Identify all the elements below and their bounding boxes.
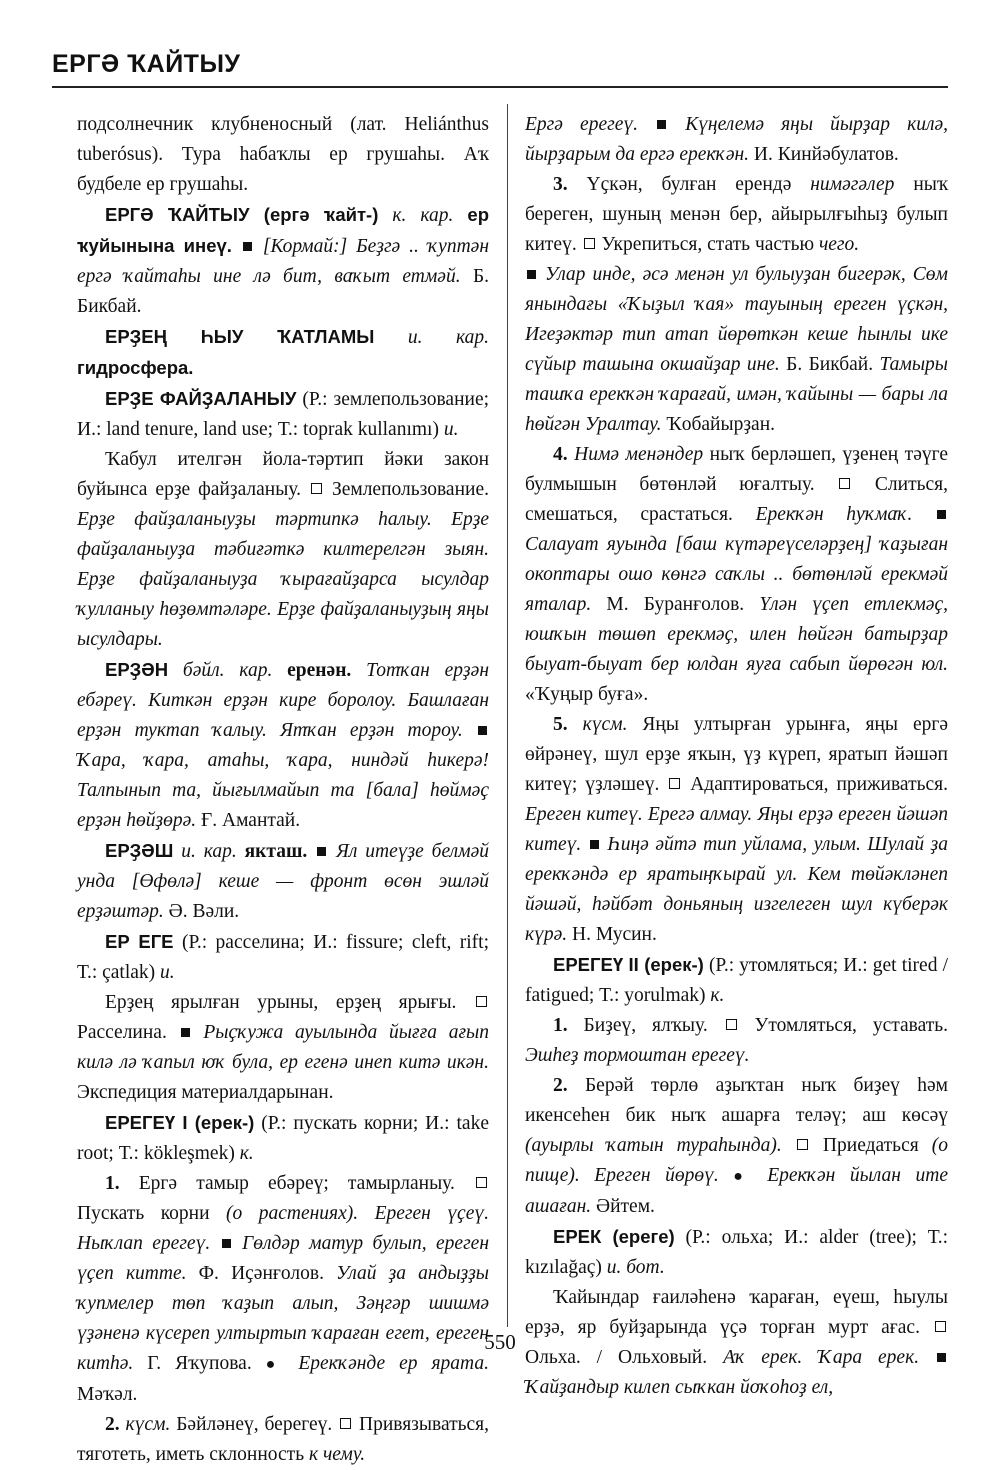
entry-erek: ЕРЕК (ереге) (Р.: ольха; И.: alder (tree); Т.: kızılağaç) и. бот. [525, 1226, 948, 1278]
entry-erdaash: ЕРҘӘШ и. кар. якташ. Ял итеүҙе белмәй унда [Өфөлә] кеше — фронт өсөн эшләй ерҙәштәр. Ә. Вәли. [77, 840, 490, 922]
entry-er-ege: ЕР ЕГЕ (Р.: расселина; И.: fissure; cleft, rift; Т.: çatlak) и. [77, 931, 490, 983]
headword: ЕРГӘ ҠАЙТЫУ (ергә ҡайт-) [105, 204, 379, 225]
headword: ЕРҘЕ ФАЙҘАЛАНЫУ [105, 388, 297, 409]
sense-4: 4. Нимә менәндер ныҡ берләшеп, үҙенең тәүге булмышын бөтөнләй юғалтыу. Слиться, смешаться, срастаться. Ерекҡән һуҡмаҡ. Салауат яуында [баш күтәреүселәрҙең] ҡаҙыған окоптары ошо көнгә саҡлы .. бөтөнләй ерекмәй яталар. М. Буранғолов. Үлән үҫеп етлекмәҫ, юшҡын төшөп ерекмәҫ, илен һөйгән батырҙар быуат-быуат бер юлдан яуға сабып йөрөгән юл. «Ҡуңыр буға». [525, 444, 949, 705]
entry-definition: Ҡайындар ғаиләһенә ҡараған, еүеш, һыулы ерҙә, яр буйҙарында үҫә торған мурт ағас. Ольха. / Ольховый. Аҡ ерек. Ҡара ерек. Ҡайҙандыр килеп сыҡкан йоҡоһоҙ ел, [525, 1287, 948, 1398]
sense-2: 2. күсм. Бәйләнеү, берегеү. Привязываться, тяготеть, иметь склонность к чему. [77, 1414, 490, 1465]
page-number: 550 [484, 1330, 516, 1354]
headword: ЕРҘЕҢ ҺЫУ ҠАТЛАМЫ [105, 326, 375, 347]
example-marker-icon [222, 1239, 231, 1248]
translation-marker-icon [476, 996, 487, 1007]
translation-marker-icon [584, 238, 595, 249]
entry-ergaa-kaityu: ЕРГӘ ҠАЙТЫУ (ергә ҡайт-) к. кар. ер ҡуйынына инеү. [Кормай:] Беҙгә .. ҡуптән ергә ҡайтаһы ине лә бит, ваҡыт етмәй. Б. Бикбай. [77, 204, 490, 317]
sense-2: 2. Берәй төрлө аҙыҡтан ныҡ биҙеү һәм икенсеһен бик ныҡ ашарға теләү; аш көсәү (ауырлы ҡатын тураһында). Приедаться (о пище). Ереген йөрөү. ● Ерекҡән йылан ите ашаған. Әйтем. [525, 1075, 949, 1217]
translation-marker-icon [839, 478, 850, 489]
sense-3: 3. Үҫкән, булған ерендә нимәгәлер ныҡ береген, шуның менән бер, айырылғыһыҙ булып китеү. Укрепиться, стать частью чего. [525, 174, 949, 255]
right-column [525, 110, 948, 1403]
headword: ЕРЕК (ереге) [553, 1226, 675, 1247]
example-marker-icon [317, 847, 326, 856]
headword: ЕРЕГЕҮ II (ерек-) [553, 954, 704, 975]
proverb-marker-icon: ● [733, 1168, 753, 1185]
left-column [77, 110, 489, 1470]
translation-marker-icon [669, 778, 680, 789]
entry-eregeyu-1: ЕРЕГЕҮ I (ерек-) (Р.: пускать корни; И.: take root; Т.: kökleşmek) к. [77, 1112, 489, 1164]
entry-continuation: подсолнечник клубненосный (лат. Heliánthus tuberósus). Тура һабаҡлы ер грушаһы. Аҡ будбеле ер грушаһы. [77, 114, 489, 195]
example-marker-icon [657, 120, 666, 129]
column-divider [507, 104, 508, 1327]
entry-continuation: Ергә ерегеү. Күңелемә яңы йырҙар килә, йырҙарым да ергә ерекҡән. И. Кинйәбулатов. [525, 114, 948, 165]
header-rule [52, 86, 948, 88]
proverb-marker-icon: ● [265, 1356, 285, 1373]
entry-erdeng-hyu-katlamy: ЕРҘЕҢ ҺЫУ ҠАТЛАМЫ и. кар. гидросфера. [77, 326, 490, 378]
translation-marker-icon [726, 1019, 737, 1030]
example-marker-icon [181, 1028, 190, 1037]
entry-definition: Ҡабул ителгән йола-тәртип йәки закон буйынса ерҙе файҙаланыу. Землепользование. Ерҙе файҙаланыуҙы тәртипкә һалыу. Ерҙе файҙаланыуҙа тәбиғәткә килтерелгән зыян. Ерҙе файҙаланыуҙа ҡырағайҙарса ысулдар ҡулланыу һөҙөмтәләре. Ерҙе файҙаланыуҙың яңы ысулдары. [77, 449, 489, 650]
sense-3-examples: Улар инде, әсә менән ул булыуҙан бигерәк, Сөм янындағы «Ҡыҙыл ҡая» тауының ереген үҫкән, Игеҙәктәр тип атап йөрөткән кеше һынлы ике сүйыр ташына окшайҙар ине. Б. Бикбай. Тамыры ташҡа ерекҡән ҡарағай, имән, ҡайыны — бары ла һөйгән Уралтау. Ҡобайырҙан. [525, 264, 948, 435]
headword: ЕР ЕГЕ [105, 931, 174, 952]
translation-marker-icon [340, 1418, 351, 1429]
sense-1: 1. Ергә тамыр ебәреү; тамырланыу. Пускать корни (о растениях). Ереген үҫеү. Ныҡлап ерегеү. Гөлдәр матур булып, ереген үҫеп китте. Ф. Иҫәнғолов. Улай ҙа андыҙҙы ҡупмелер төп ҡаҙып алып, Зәңгәр шишмә үҙәненә күсереп ултыртып ҡараған егет, ереген китһә. Г. Яҡупова. ● Ерекҡәнде ер ярата. Мәҡәл. [77, 1173, 490, 1405]
entry-erdaan: ЕРҘӘН бәйл. кар. еренән. Тотҡан ерҙән ебәреү. Киткән ерҙән кире боролоу. Башлаған ерҙән туктап ҡалыу. Ятҡан ерҙән тороу. Ҡара, ҡара, атаһы, ҡара, ниндәй һикерә! Талпынып та, йығылмайып та [бала] һөймәҫ ерҙән һөйҙөрә. Ғ. Амантай. [77, 659, 489, 831]
example-marker-icon [527, 270, 536, 279]
translation-marker-icon [797, 1139, 808, 1150]
entry-eregeyu-2: ЕРЕГЕҮ II (ерек-) (Р.: утомляться; И.: get tired / fatigued; Т.: yorulmak) к. [525, 954, 948, 1006]
example-marker-icon [590, 840, 599, 849]
example-marker-icon [478, 726, 487, 735]
sense-5: 5. күсм. Яңы ултырған урынға, яңы ергә өйрәнеү, шул ерҙе яҡын, үҙ күреп, яратып йәшәп китеү; үҙләшеү. Адаптироваться, приживаться. Ереген китеү. Ерегә алмау. Яңы ерҙә ереген йәшәп китеү. Һиңә әйтә тип уйлама, улым. Шулай ҙа ерекҡәндә ер яратыңҡырай ул. Кем төйәкләнеп йәшәй, һәйбәт доньяның изгелеген шул күберәк күрә. Н. Мусин. [525, 714, 949, 945]
entry-definition: Ерҙең ярылған урыны, ерҙең ярығы. Расселина. Рыҫҡужа ауылында йығға ағып килә лә ҡапыл юҡ була, ер егенә инеп китә икән. Экспедиция материалдарынан. [77, 992, 490, 1103]
translation-marker-icon [476, 1177, 487, 1188]
example-marker-icon [243, 242, 252, 251]
headword: ЕРҘӘШ [105, 840, 174, 861]
example-marker-icon [937, 510, 946, 519]
translation-marker-icon [311, 483, 322, 494]
headword: ЕРЕГЕҮ I (ерек-) [105, 1112, 255, 1133]
headword: ЕРҘӘН [105, 659, 169, 680]
running-head: ЕРГӘ ҠАЙТЫУ [52, 50, 241, 78]
sense-1: 1. Биҙеү, ялҡыу. Утомляться, уставать. Эшһеҙ тормоштан ерегеү. [525, 1015, 949, 1066]
entry-erde-faidalanyu: ЕРҘЕ ФАЙҘАЛАНЫУ (Р.: землепользование; И.: land tenure, land use; Т.: toprak kullanımı) и. [77, 388, 490, 440]
